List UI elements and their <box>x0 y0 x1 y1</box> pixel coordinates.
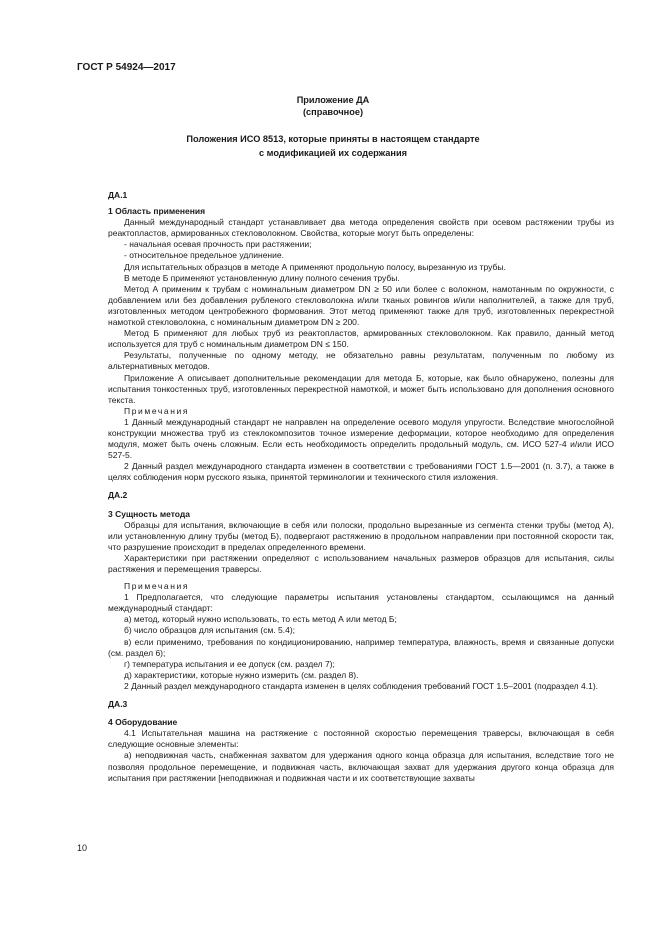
appendix-heading-line1: Положения ИСО 8513, которые приняты в настоящем стандарте <box>186 134 480 144</box>
section-title: 1 Область применения <box>108 206 206 217</box>
list-item: г) температура испытания и ее допуск (см. раздел 7); <box>124 658 335 669</box>
paragraph: Метод Б применяют для любых труб из реактопластов, армированных стекловолокном. Как правило, данный метод используется для труб с номинальным диаметром DN ≤ 150. <box>108 328 614 350</box>
paragraph: В методе Б применяют установленную длину полного сечения трубы. <box>124 272 400 283</box>
section-label: ДА.2 <box>108 490 128 501</box>
paragraph: Метод А применим к трубам с номинальным диаметром DN ≥ 50 или более с волокном, намотанным по окружности, с добавлением или без добавления рубленого стекловолокна и/или тканых ровингов и/или наполнителей, а также для труб, изготовленных методом центробежного формования. Этот метод применяют также для труб, изготовленных перекрестной намоткой стекловолокна, с номинальным диаметром DN ≥ 200. <box>108 283 614 328</box>
list-item: в) если применимо, требования по кондиционированию, например температура, влажность, время и связанные допуски (см. раздел 6); <box>108 636 614 658</box>
paragraph: 4.1 Испытательная машина на растяжение с постоянной скоростью перемещения траверсы, включающая в себя следующие основные элементы: <box>108 728 614 750</box>
note-paragraph: 1 Данный международный стандарт не направлен на определение осевого модуля упругости. Вследствие многослойной конструкции множества труб из стеклокомпозитов точное измерение деформации, которое необходимо для определения модуля, может быть очень сложным. Если есть необходимость определить продольный модуль, см. ИСО 527-4 и/или ИСО 527-5. <box>108 416 614 461</box>
section-title: 4 Оборудование <box>108 717 178 728</box>
document-body <box>108 190 614 784</box>
paragraph: Для испытательных образцов в методе А применяют продольную полосу, вырезанную из трубы. <box>124 261 506 272</box>
note-paragraph: 1 Предполагается, что следующие параметры испытания установлены стандартом, ссылающимся на данный международный стандарт: <box>108 592 614 614</box>
note-paragraph: 2 Данный раздел международного стандарта изменен в целях соблюдения требований ГОСТ 1.5–2001 (подраздел 4.1). <box>124 680 599 691</box>
list-item: б) число образцов для испытания (см. 5.4); <box>124 625 296 636</box>
appendix-heading-line2: с модификацией их содержания <box>259 148 407 158</box>
paragraph: Образцы для испытания, включающие в себя или полоски, продольно вырезанные из сегмента стенки трубы (метод А), или установленную длину трубы (метод Б), подвергают растяжению в продольном направлении при постоянной скорости так, что разрушение происходит в пределах определенного времени. <box>108 519 614 552</box>
page-number: 10 <box>77 843 88 853</box>
paragraph: Приложение А описывает дополнительные рекомендации для метода Б, которые, как было обнаружено, полезны для испытания тонкостенных труб, изготовленных перекрестной намоткой, и может быть использовано для дополнения основного текста. <box>108 372 614 405</box>
paragraph: Результаты, полученные по одному методу, не обязательно равны результатам, полученным по любому из альтернативных методов. <box>108 350 614 372</box>
appendix-subtitle: (справочное) <box>302 107 363 117</box>
section-title: 3 Сущность метода <box>108 508 190 519</box>
list-item: - начальная осевая прочность при растяжении; <box>124 239 312 250</box>
paragraph: Характеристики при растяжении определяют с использованием начальных размеров образцов для испытания, силы растяжения и перемещения траверсы. <box>108 552 614 574</box>
list-item: а) метод, который нужно использовать, то есть метод А или метод Б; <box>124 614 397 625</box>
appendix-title: Приложение ДА <box>296 95 370 105</box>
notes-label: Примечания <box>124 405 190 416</box>
notes-label: Примечания <box>124 581 190 592</box>
standard-header: ГОСТ Р 54924—2017 <box>77 62 176 73</box>
list-item: - относительное предельное удлинение. <box>124 250 284 261</box>
note-paragraph: 2 Данный раздел международного стандарта изменен в соответствии с требованиями ГОСТ 1.5—2001 (п. 3.7), а также в целях соблюдения норм русского языка, принятой терминологии и технического стиля изложения. <box>108 461 614 483</box>
section-label: ДА.3 <box>108 699 128 710</box>
paragraph: Данный международный стандарт устанавливает два метода определения свойств при осевом растяжении трубы из реактопластов, армированных стекловолокном. Свойства, которые могут быть определены: <box>108 217 614 239</box>
section-label: ДА.1 <box>108 190 128 200</box>
list-item: д) характеристики, которые нужно измерить (см. раздел 8). <box>124 669 359 680</box>
list-item: а) неподвижная часть, снабженная захватом для удержания одного конца образца для испытания, вследствие того не позволяя продольное перемещение, и подвижная часть, включающая захват для удержания другого конца образца для испытания при растяжении [неподвижная и подвижная части и их соответствующие захваты <box>108 750 614 783</box>
